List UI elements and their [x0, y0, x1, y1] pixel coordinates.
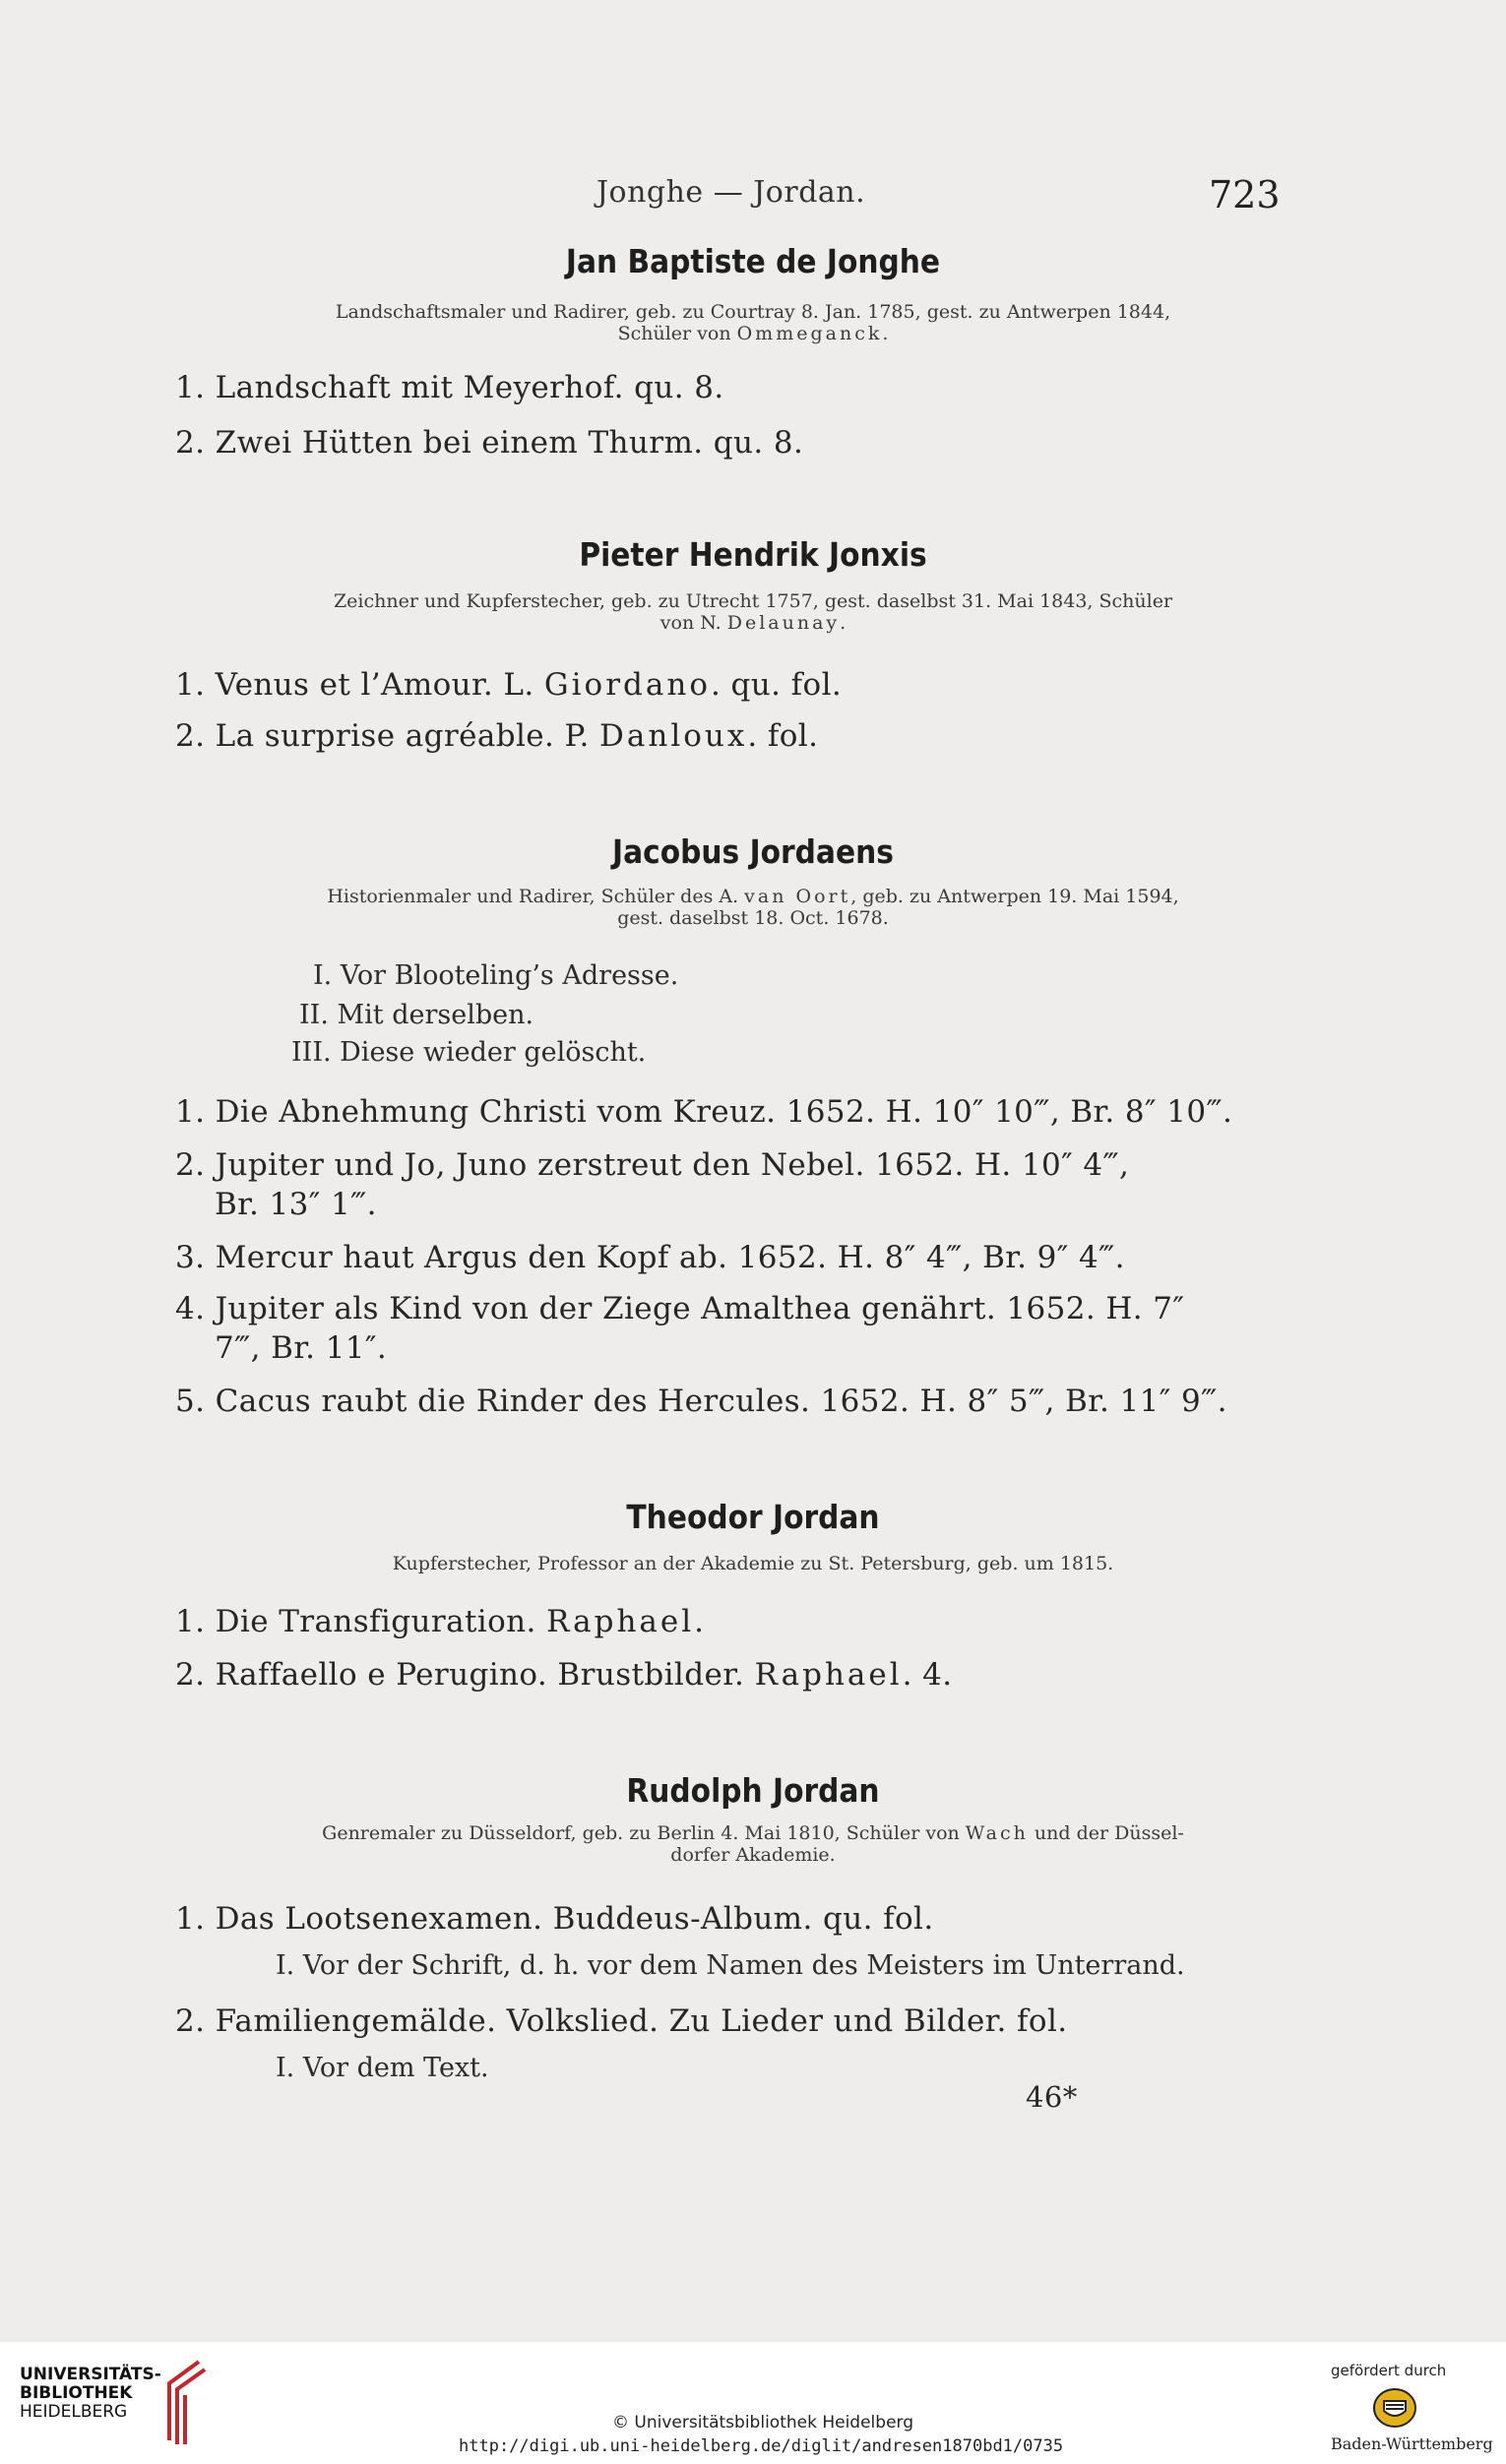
print-entry	[175, 667, 842, 703]
bio-line: und der Düssel-	[1028, 1822, 1184, 1844]
print-entry: 1. Das Lootsenexamen. Buddeus-Album. qu. fol.	[175, 1901, 934, 1937]
running-title: Jonghe — Jordan.	[596, 175, 866, 210]
artist-heading: Theodor Jordan	[626, 1498, 880, 1536]
state-note: I. Vor der Schrift, d. h. vor dem Namen des Meisters im Unterrand.	[276, 1950, 1185, 1981]
print-entry	[175, 1604, 704, 1639]
bio-line: Kupferstecher, Professor an der Akademie zu St. Petersburg, geb. um 1815.	[392, 1553, 1114, 1574]
print-entry-cont: Br. 13″ 1‴.	[215, 1187, 377, 1222]
bio-name: van Oort	[744, 886, 851, 907]
artist-bio	[177, 1553, 1329, 1574]
artist-bio	[177, 886, 1329, 929]
print-entry: 3. Mercur haut Argus den Kopf ab. 1652. H. 8″ 4‴, Br. 9″ 4‴.	[175, 1240, 1125, 1275]
print-entry: 2. Familiengemälde. Volkslied. Zu Lieder und Bilder. fol.	[175, 2003, 1068, 2039]
bio-line: Schüler von	[617, 323, 737, 344]
print-entry	[175, 1657, 953, 1693]
print-entry: 5. Cacus raubt die Rinder des Hercules. 1652. H. 8″ 5‴, Br. 11″ 9‴.	[175, 1384, 1227, 1419]
state-note: I. Vor Blooteling’s Adresse.	[313, 960, 679, 991]
bio-line: Genremaler zu Düsseldorf, geb. zu Berlin 4. Mai 1810, Schüler von	[322, 1822, 966, 1844]
bio-name: Ommeganck	[736, 323, 883, 344]
bio-line: Landschaftsmaler und Radirer, geb. zu Courtray 8. Jan. 1785, gest. zu Antwerpen 1844,	[335, 301, 1171, 323]
entry-text: 2. Raffaello e Perugino. Brustbilder.	[175, 1657, 755, 1693]
artist-bio	[177, 1822, 1329, 1866]
library-name-line: BIBLIOTHEK	[20, 2383, 133, 2403]
copyright-text: © Universitätsbibliothek Heidelberg	[612, 2413, 914, 2433]
library-logo-text[interactable]	[20, 2366, 161, 2422]
bio-line: gest. daselbst 18. Oct. 1678.	[617, 907, 889, 929]
print-entry-cont: 7‴, Br. 11″.	[215, 1330, 388, 1366]
bio-line: dorfer Akademie.	[670, 1844, 836, 1866]
state-note: III. Diese wieder gelöscht.	[291, 1037, 647, 1068]
artist-heading: Pieter Hendrik Jonxis	[579, 535, 927, 574]
library-name-line: HEIDELBERG	[20, 2402, 128, 2422]
bio-line: .	[882, 323, 889, 344]
artist-bio	[177, 301, 1329, 344]
library-name-line: UNIVERSITÄTS-	[20, 2365, 161, 2384]
bio-line: Zeichner und Kupferstecher, geb. zu Utrecht 1757, gest. daselbst 31. Mai 1843, Schüler	[333, 590, 1173, 612]
state-coat-of-arms-icon	[1372, 2387, 1417, 2429]
entry-text: . 4.	[902, 1657, 953, 1693]
print-entry: 1. Die Abnehmung Christi vom Kreuz. 1652. H. 10″ 10‴, Br. 8″ 10‴.	[175, 1094, 1233, 1130]
entry-artist: Raphael	[546, 1604, 695, 1639]
bio-line: Historienmaler und Radirer, Schüler des A.	[327, 886, 745, 907]
entry-artist: Raphael	[754, 1657, 903, 1693]
signature-mark: 46*	[1026, 2080, 1078, 2114]
artist-heading: Jacobus Jordaens	[612, 832, 894, 871]
bio-line: , geb. zu Antwerpen 19. Mai 1594,	[850, 886, 1179, 907]
state-note: I. Vor dem Text.	[276, 2053, 489, 2083]
entry-text: 1. Venus et l’Amour. L.	[175, 667, 544, 703]
bio-name: Delaunay	[726, 612, 841, 634]
artist-heading: Rudolph Jordan	[626, 1771, 880, 1810]
document-url[interactable]: http://digi.ub.uni-heidelberg.de/diglit/andresen1870bd1/0735	[459, 2436, 1064, 2456]
entry-text: . fol.	[747, 718, 819, 754]
print-entry: 2. Jupiter und Jo, Juno zerstreut den Nebel. 1652. H. 10″ 4‴,	[175, 1147, 1130, 1183]
print-entry: 1. Landschaft mit Meyerhof. qu. 8.	[175, 370, 724, 405]
entry-artist: Danloux	[599, 718, 748, 754]
artist-heading: Jan Baptiste de Jonghe	[565, 242, 941, 280]
bio-name: Wach	[965, 1822, 1029, 1844]
entry-artist: Giordano	[543, 667, 711, 703]
page-number: 723	[1209, 173, 1281, 216]
artist-bio	[177, 590, 1329, 634]
sponsor-label: gefördert durch	[1331, 2362, 1447, 2379]
library-logo-icon[interactable]	[152, 2358, 211, 2448]
entry-text: 1. Die Transfiguration.	[175, 1604, 547, 1639]
bio-line: von N.	[659, 612, 727, 634]
print-entry	[175, 718, 818, 754]
print-entry: 2. Zwei Hütten bei einem Thurm. qu. 8.	[175, 425, 804, 461]
entry-text: .	[694, 1604, 705, 1639]
bio-line: .	[840, 612, 847, 634]
entry-text: . qu. fol.	[711, 667, 843, 703]
sponsor-name: Baden-Württemberg	[1331, 2434, 1493, 2453]
print-entry: 4. Jupiter als Kind von der Ziege Amalthea genährt. 1652. H. 7″	[175, 1291, 1185, 1326]
footer	[0, 2342, 1506, 2464]
state-note: II. Mit derselben.	[299, 1000, 534, 1030]
entry-text: 2. La surprise agréable. P.	[175, 718, 600, 754]
